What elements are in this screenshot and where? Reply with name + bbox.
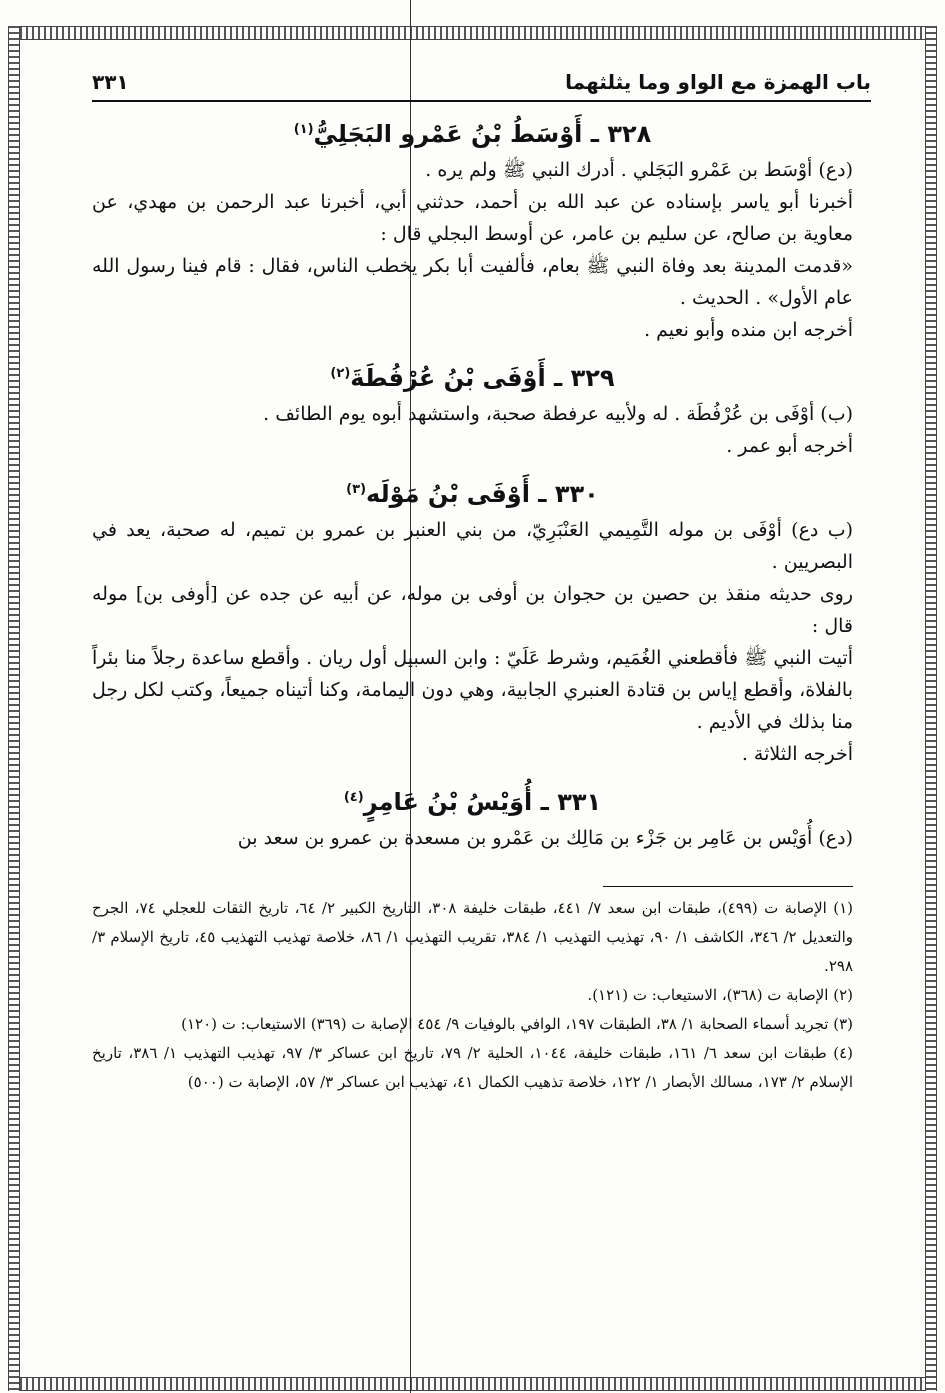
book-page	[92, 70, 871, 1353]
footnote: (٣) تجريد أسماء الصحابة ١/ ٣٨، الطبقات ١٩٧، الوافي بالوفيات ٩/ ٤٥٤ الإصابة ت (٣٦٩) الاستيعاب: ت (١٢٠)	[181, 1015, 853, 1033]
entry-title: ٣٢٨ ـ أَوْسَطُ بْنُ عَمْرو البَجَلِيُّ$^{(١)}$	[293, 120, 652, 148]
entry-paragraph: «قدمت المدينة بعد وفاة النبي ﷺ بعام، فألفيت أبا بكر يخطب الناس، فقال : قام فينا رسول الله عام الأول» . الحديث .	[92, 255, 853, 309]
entry-paragraph: (ب) أوْفَى بن عُرْفُطَة . له ولأبيه عرفطة صحبة، واستشهد أبوه يوم الطائف .	[263, 403, 853, 425]
entry-paragraph: (ب دع) أوْفَى بن موله التَّمِيمي العَنْبَرِيّ، من بني العنبر بن عمرو بن تميم، له صحبة، يعد في البصريين .	[92, 519, 853, 573]
chapter-title: باب الهمزة مع الواو وما يثلثهما	[565, 70, 871, 94]
decorative-border-left	[8, 26, 20, 1391]
entry-title: ٣٣٠ ـ أَوْفَى بْنُ مَوْلَه$^{(٣)}$	[346, 480, 599, 508]
entry-paragraph: (دع) أُوَيْس بن عَامِر بن جَزْء بن مَالِك بن عَمْرو بن مسعدة بن عمرو بن سعد بن	[237, 827, 853, 849]
footnote: (٤) طبقات ابن سعد ٦/ ١٦١، طبقات خليفة، ١٠٤٤، الحلية ٢/ ٧٩، تاريخ ابن عساكر ٣/ ٩٧، تهذيب التهذيب ١/ ٣٨٦، تاريخ الإسلام ٢/ ١٧٣، مسالك الأبصار ١/ ١٢٢، خلاصة تذهيب الكمال ٤١، تهذيب ابن عساكر ٣/ ٥٧، الإصابة ت (٥٠٠)	[92, 1044, 853, 1091]
footnote-ref: (٢)	[330, 366, 351, 381]
entry	[92, 480, 853, 770]
page-number: ٣٣١	[92, 70, 129, 94]
entry-paragraph: (دع) أوْسَط بن عَمْرو البَجَلي . أدرك النبي ﷺ ولم يره .	[425, 159, 853, 181]
footnotes	[92, 886, 853, 1097]
entry	[92, 120, 853, 346]
decorative-border-top	[8, 26, 937, 40]
decorative-border-bottom	[8, 1377, 937, 1391]
entry-paragraph: أخرجه ابن منده وأبو نعيم .	[644, 319, 853, 341]
footnote: (١) الإصابة ت (٤٩٩)، طبقات ابن سعد ٧/ ٤٤١، طبقات خليفة ٣٠٨، التاريخ الكبير ٢/ ٦٤، تاريخ الثقات للعجلي ٧٤، الجرح والتعديل ٢/ ٣٤٦، الكاشف ١/ ٩٠، تهذيب التهذيب ١/ ٣٨٤، تقريب التهذيب ١/ ٨٦، خلاصة تهذيب التهذيب ٤٥، تاريخ الإسلام ٣/ ٢٩٨.	[92, 899, 853, 975]
entry-paragraph: أخرجه أبو عمر .	[726, 435, 853, 457]
entry-paragraph: أتيت النبي ﷺ فأقطعني الغُمَيم، وشرط عَلَيّ : وابن السبيل أول ريان . وأقطع ساعدة رجلاً منا بئراً بالفلاة، وأقطع إياس بن قتادة العنبري الجابية، وهي دون اليمامة، وكنا أتيناه جميعاً، وكتب لكل رجل منا بذلك في الأديم .	[92, 647, 853, 733]
entry-paragraph: روى حديثه منقذ بن حصين بن حجوان بن أوفى بن موله، عن أبيه عن جده عن [أوفى بن] موله قال :	[92, 583, 853, 637]
footnote-ref: (٤)	[343, 790, 364, 805]
entry	[92, 788, 853, 854]
entry-paragraph: أخبرنا أبو ياسر بإسناده عن عبد الله بن أحمد، حدثني أبي، أخبرنا عبد الرحمن بن مهدي، عن معاوية بن صالح، عن سليم بن عامر، عن أوسط البجلي قال :	[92, 191, 853, 245]
footnote-ref: (١)	[293, 122, 314, 137]
entry-title: ٣٢٩ ـ أَوْفَى بْنُ عُرْفُطَةَ$^{(٢)}$	[330, 364, 615, 392]
running-header	[92, 70, 871, 102]
decorative-border-right	[925, 26, 937, 1391]
entry-title: ٣٣١ ـ أُوَيْسُ بْنُ عَامِرٍ$^{(٤)}$	[343, 788, 602, 816]
footnote-ref: (٣)	[346, 482, 367, 497]
footnote: (٢) الإصابة ت (٣٦٨)، الاستيعاب: ت (١٢١).	[587, 986, 853, 1004]
entry	[92, 364, 853, 462]
entry-paragraph: أخرجه الثلاثة .	[741, 743, 853, 765]
